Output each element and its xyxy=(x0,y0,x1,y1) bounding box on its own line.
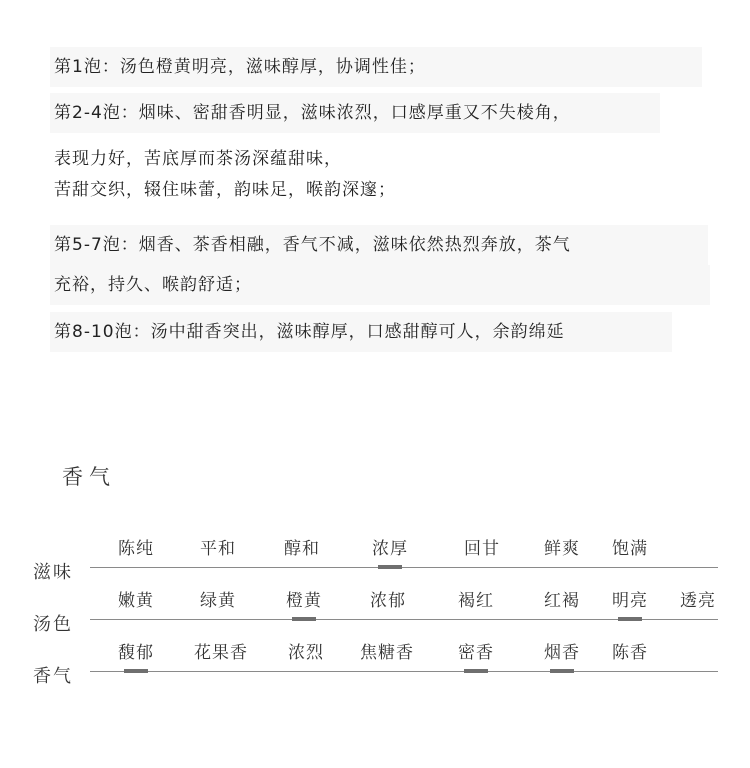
scale-option: 平和 xyxy=(200,539,236,559)
scale-option: 鲜爽 xyxy=(544,539,580,559)
note-line-3: 表现力好，苦底厚而茶汤深蕴甜味， xyxy=(54,149,342,169)
scale-option: 绿黄 xyxy=(200,591,236,611)
scale-option: 陈香 xyxy=(612,643,648,663)
scale-option: 嫩黄 xyxy=(118,591,154,611)
note-line-5: 第5-7泡：烟香、茶香相融，香气不减，滋味依然热烈奔放，茶气 xyxy=(50,225,708,265)
selected-marker xyxy=(292,617,316,621)
scale-option: 红褐 xyxy=(544,591,580,611)
note-line-6: 充裕，持久、喉韵舒适； xyxy=(50,265,710,305)
note-line-2: 第2-4泡：烟味、密甜香明显，滋味浓烈，口感厚重又不失棱角， xyxy=(50,93,660,133)
scale-option: 醇和 xyxy=(284,539,320,559)
scale-option: 焦糖香 xyxy=(360,643,414,663)
scale-option: 密香 xyxy=(458,643,494,663)
scale-line xyxy=(90,671,718,672)
scale-label: 汤色 xyxy=(33,614,73,635)
scale-option: 烟香 xyxy=(544,643,580,663)
scale-option: 浓烈 xyxy=(288,643,324,663)
scale-option: 花果香 xyxy=(194,643,248,663)
note-line-4: 苦甜交织，辍住味蕾，韵味足，喉韵深邃； xyxy=(54,180,396,200)
scale-row-2 xyxy=(0,586,750,636)
scale-option: 馥郁 xyxy=(118,643,154,663)
scale-option: 浓郁 xyxy=(370,591,406,611)
scale-option: 明亮 xyxy=(612,591,648,611)
selected-marker xyxy=(464,669,488,673)
scale-label: 滋味 xyxy=(33,562,73,583)
scale-option: 浓厚 xyxy=(372,539,408,559)
scale-label: 香气 xyxy=(33,666,73,687)
scale-option: 陈纯 xyxy=(118,539,154,559)
scale-option: 饱满 xyxy=(612,539,648,559)
scale-row-3 xyxy=(0,638,750,688)
selected-marker xyxy=(124,669,148,673)
scale-option: 回甘 xyxy=(464,539,500,559)
scale-line xyxy=(90,567,718,568)
scale-option: 橙黄 xyxy=(286,591,322,611)
section-title: 香气 xyxy=(62,465,116,489)
selected-marker xyxy=(550,669,574,673)
selected-marker xyxy=(378,565,402,569)
scale-option: 褐红 xyxy=(458,591,494,611)
scale-row-1 xyxy=(0,534,750,584)
scale-option: 透亮 xyxy=(680,591,716,611)
note-line-1: 第1泡：汤色橙黄明亮，滋味醇厚，协调性佳； xyxy=(50,47,702,87)
note-line-7: 第8-10泡：汤中甜香突出，滋味醇厚，口感甜醇可人，余韵绵延 xyxy=(50,312,672,352)
selected-marker xyxy=(618,617,642,621)
